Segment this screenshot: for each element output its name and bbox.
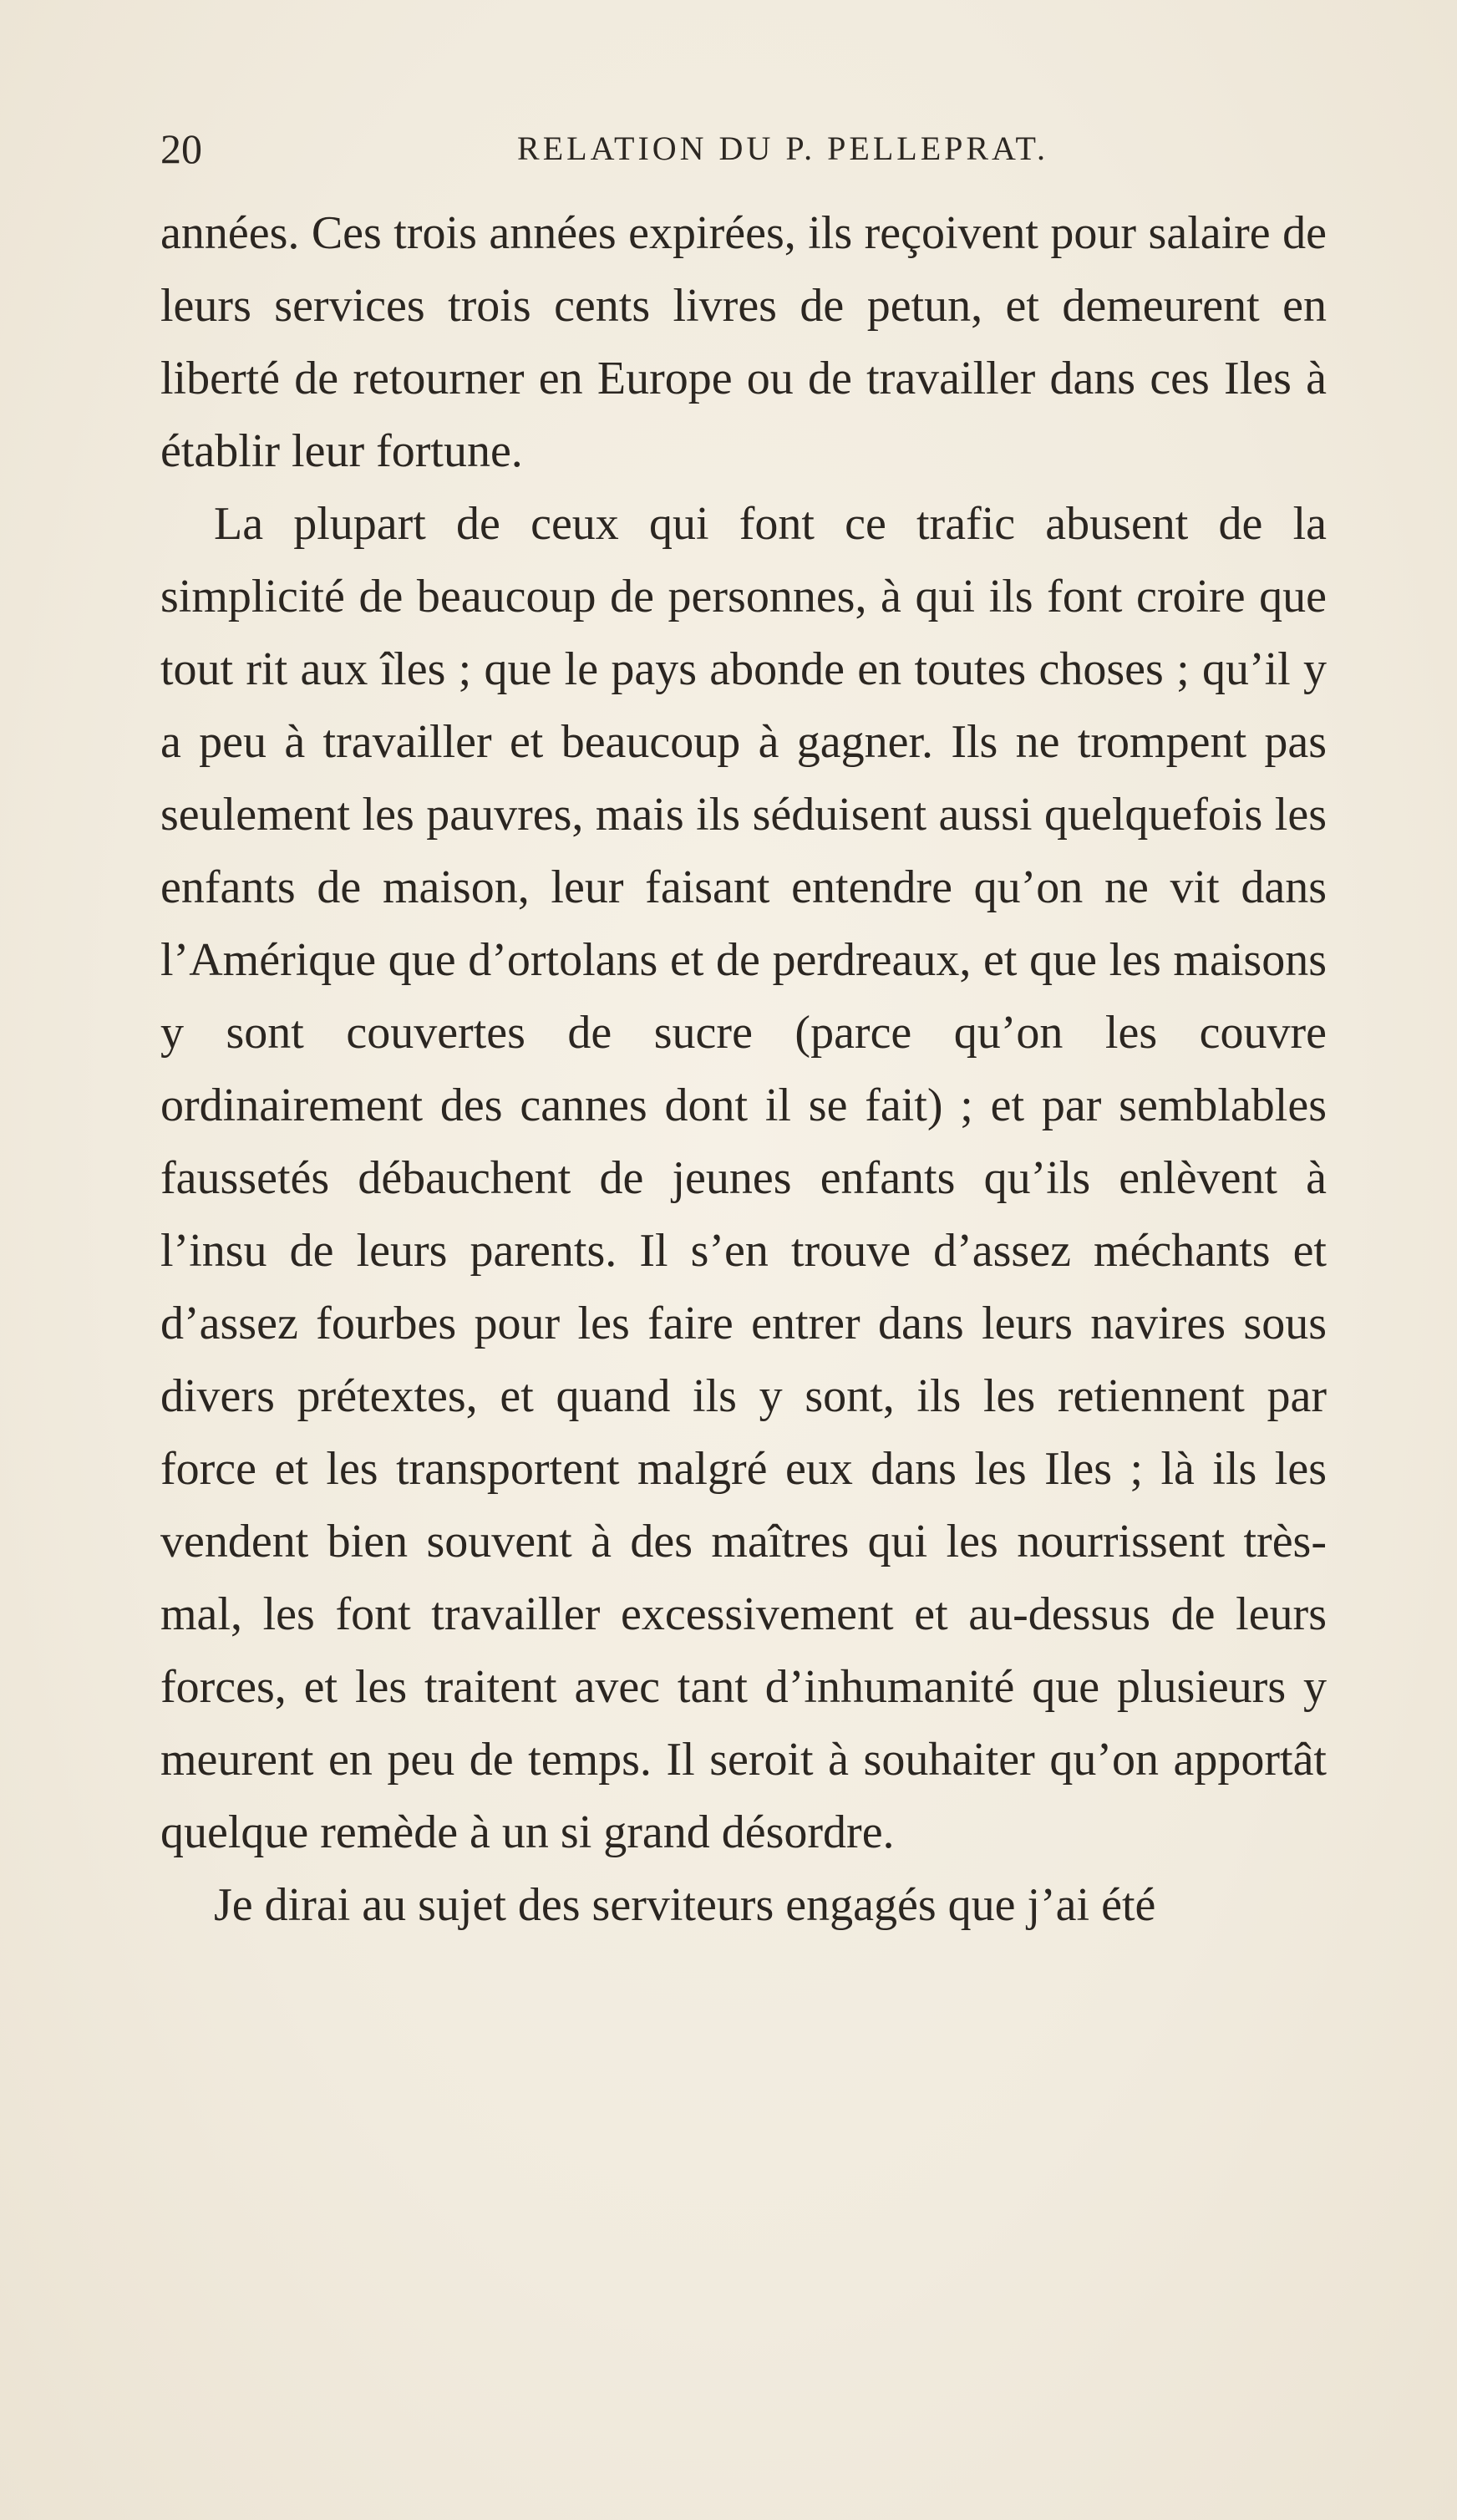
paragraph: La plupart de ceux qui font ce trafic abusent de la simplicité de beaucoup de personnes, à qui ils font croire que tout rit aux îles ; que le pays abonde en toutes choses ; qu’il y a peu à travailler et beaucoup à gagner. Ils ne trompent pas seulement les pauvres, mais ils séduisent aussi quelquefois les enfants de maison, leur faisant entendre qu’on ne vit dans l’Amérique que d’ortolans et de perdreaux, et que les maisons y sont couvertes de sucre (parce qu’on les couvre ordinairement des cannes dont il se fait) ; et par semblables faussetés débauchent de jeunes enfants qu’ils enlèvent à l’insu de leurs parents. Il s’en trouve d’assez méchants et d’assez fourbes pour les faire entrer dans leurs navires sous divers prétextes, et quand ils y sont, ils les retiennent par force et les transportent malgré eux dans les Iles ; là ils les vendent bien souvent à des maîtres qui les nourrissent très-mal, les font travailler excessivement et au-dessus de leurs forces, et les traitent avec tant d’inhumanité que plusieurs y meurent en peu de temps. Il seroit à souhaiter qu’on apportât quelque remède à un si grand désordre. [160,498,1327,1858]
running-head [160,115,1330,182]
running-title: RELATION DU P. PELLEPRAT. [517,130,1048,167]
body-text [160,197,1327,1942]
paragraph-continued: années. Ces trois années expirées, ils reçoivent pour salaire de leurs services trois cents livres de petun, et demeurent en liberté de retourner en Europe ou de travailler dans ces Iles à établir leur fortune. [160,207,1327,477]
paragraph: Je dirai au sujet des serviteurs engagés que j’ai été [214,1879,1156,1931]
page-number: 20 [160,125,202,172]
